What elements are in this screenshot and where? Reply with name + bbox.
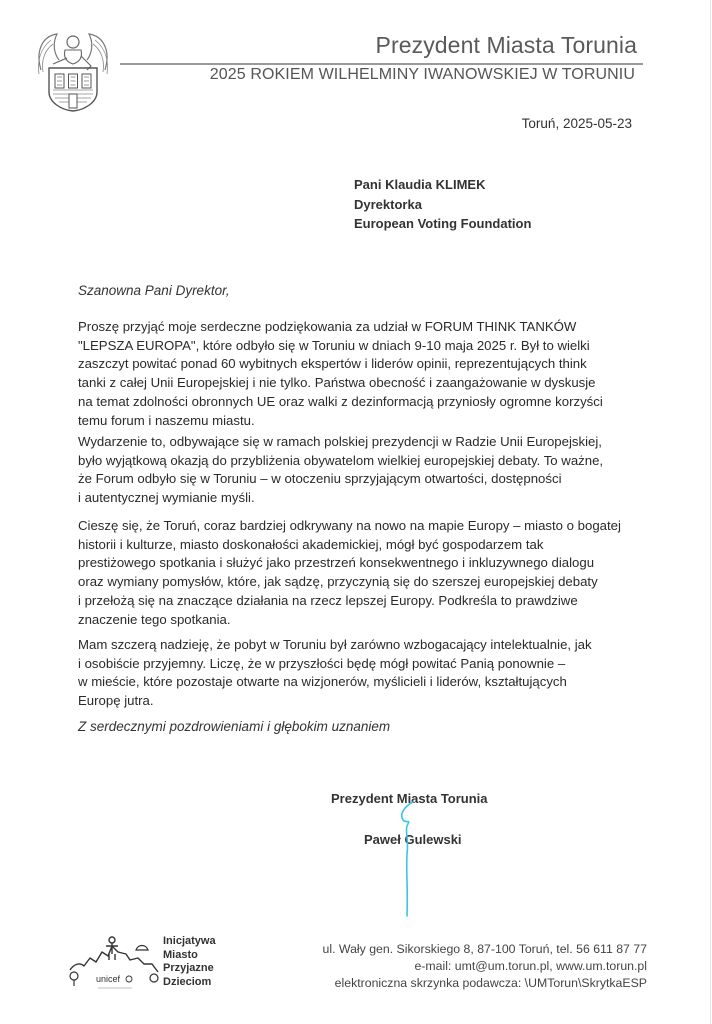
text-line: Europę jutra. bbox=[78, 693, 154, 709]
recipient-block bbox=[354, 175, 531, 234]
text-line: zaszczyt powitać ponad 60 wybitnych ekspertów i liderów opinii, reprezentujących think bbox=[78, 356, 587, 372]
paragraph-2 bbox=[78, 433, 688, 508]
text-line: i przełożą się na znaczące działania na rzecz lepszej Europy. Podkreśla to prawdziwe bbox=[78, 592, 578, 608]
text-line: Wydarzenie to, odbywające się w ramach polskiej prezydencji w Radzie Unii Europejskiej, bbox=[78, 434, 602, 449]
text-line: historii i kulturze, miasto doskonałości akademickiej, mógł być gospodarzem tak bbox=[78, 536, 544, 552]
recipient-position: Dyrektorka bbox=[354, 196, 422, 212]
text-line: tanki z całej Unii Europejskiej i nie tylko. Państwa obecność i zaangażowanie w dyskusje bbox=[78, 375, 596, 391]
header-divider bbox=[120, 63, 643, 65]
text-line: "LEPSZA EUROPA", które odbyło się w Toruniu w dniach 9-10 maja 2025 r. Był to wielki bbox=[78, 337, 590, 353]
address-email-web: e-mail: umt@um.torun.pl, www.um.torun.pl bbox=[414, 959, 647, 973]
signatory-title: Prezydent Miasta Torunia bbox=[331, 791, 488, 806]
text-line: w mieście, które pozostaje otwarte na wizjonerów, myślicieli i liderów, kształtujących bbox=[78, 674, 567, 690]
initiative-line: Inicjatywa bbox=[163, 935, 216, 947]
initiative-line: Przyjazne bbox=[163, 962, 214, 974]
text-line: i osobiście przyjemny. Liczę, że w przyszłości będę mógł powitać Panią ponownie – bbox=[78, 655, 566, 671]
address-street-phone: ul. Wały gen. Sikorskiego 8, 87-100 Toruń, tel. 56 611 87 77 bbox=[322, 942, 647, 956]
recipient-organization: European Voting Foundation bbox=[354, 216, 532, 231]
text-line: na temat zdolności obronnych UE oraz walki z dezinformacją przyniosły ogromne korzyści bbox=[78, 393, 603, 409]
text-line: oraz wymiany pomysłów, które, jak sądzę, przyczynią się do szerszej europejskiej debaty bbox=[78, 574, 598, 590]
text-line: Proszę przyjąć moje serdeczne podziękowania za udział w FORUM THINK TANKÓW bbox=[78, 319, 577, 334]
paragraph-4 bbox=[78, 636, 688, 711]
address-epuap: elektroniczna skrzynka podawcza: \UMTorun\SkrytkaESP bbox=[334, 976, 647, 990]
page-edge bbox=[710, 0, 711, 1024]
letter-date: Toruń, 2025-05-23 bbox=[521, 116, 632, 131]
unicef-wordmark: unicef bbox=[96, 974, 121, 984]
text-line: znaczenie tego spotkania. bbox=[78, 611, 231, 627]
signatory-name: Paweł Gulewski bbox=[364, 832, 462, 847]
header-title: Prezydent Miasta Torunia bbox=[375, 32, 637, 58]
child-friendly-city-initiative bbox=[163, 935, 216, 989]
recipient-name: Pani Klaudia KLIMEK bbox=[354, 177, 486, 192]
text-line: i autentycznej wymianie myśli. bbox=[78, 490, 255, 506]
paragraph-1 bbox=[78, 318, 688, 430]
initiative-line: Miasto bbox=[163, 948, 198, 961]
handwritten-signature-icon bbox=[395, 800, 425, 920]
paragraph-3 bbox=[78, 517, 688, 629]
text-line: temu forum i naszemu miastu. bbox=[78, 412, 255, 428]
initiative-line: Dzieciom bbox=[163, 975, 212, 988]
torun-coat-of-arms-icon bbox=[33, 30, 113, 112]
text-line: że Forum odbyło się w Toruniu – w otoczeniu sprzyjającym otwartości, dostępności bbox=[78, 471, 562, 487]
header-subtitle: 2025 ROKIEM WILHELMINY IWANOWSKIEJ W TORUNIU bbox=[209, 66, 635, 83]
footer-address bbox=[323, 941, 647, 992]
text-line: Mam szczerą nadzieję, że pobyt w Toruniu był zarówno wzbogacający intelektualnie, jak bbox=[78, 637, 592, 652]
text-line: było wyjątkową okazją do przybliżenia obywatelom wielkiej europejskiej debaty. To ważne, bbox=[78, 452, 604, 468]
text-line: Cieszę się, że Toruń, coraz bardziej odkrywany na nowo na mapie Europy – miasto o bogatej bbox=[78, 518, 621, 533]
closing-phrase: Z serdecznymi pozdrowieniami i głębokim uznaniem bbox=[78, 719, 391, 734]
unicef-child-friendly-city-icon bbox=[66, 932, 162, 992]
salutation: Szanowna Pani Dyrektor, bbox=[78, 283, 230, 298]
text-line: prestiżowego spotkania i służyć jako przestrzeń konsekwentnego i inkluzywnego dialogu bbox=[78, 555, 595, 571]
